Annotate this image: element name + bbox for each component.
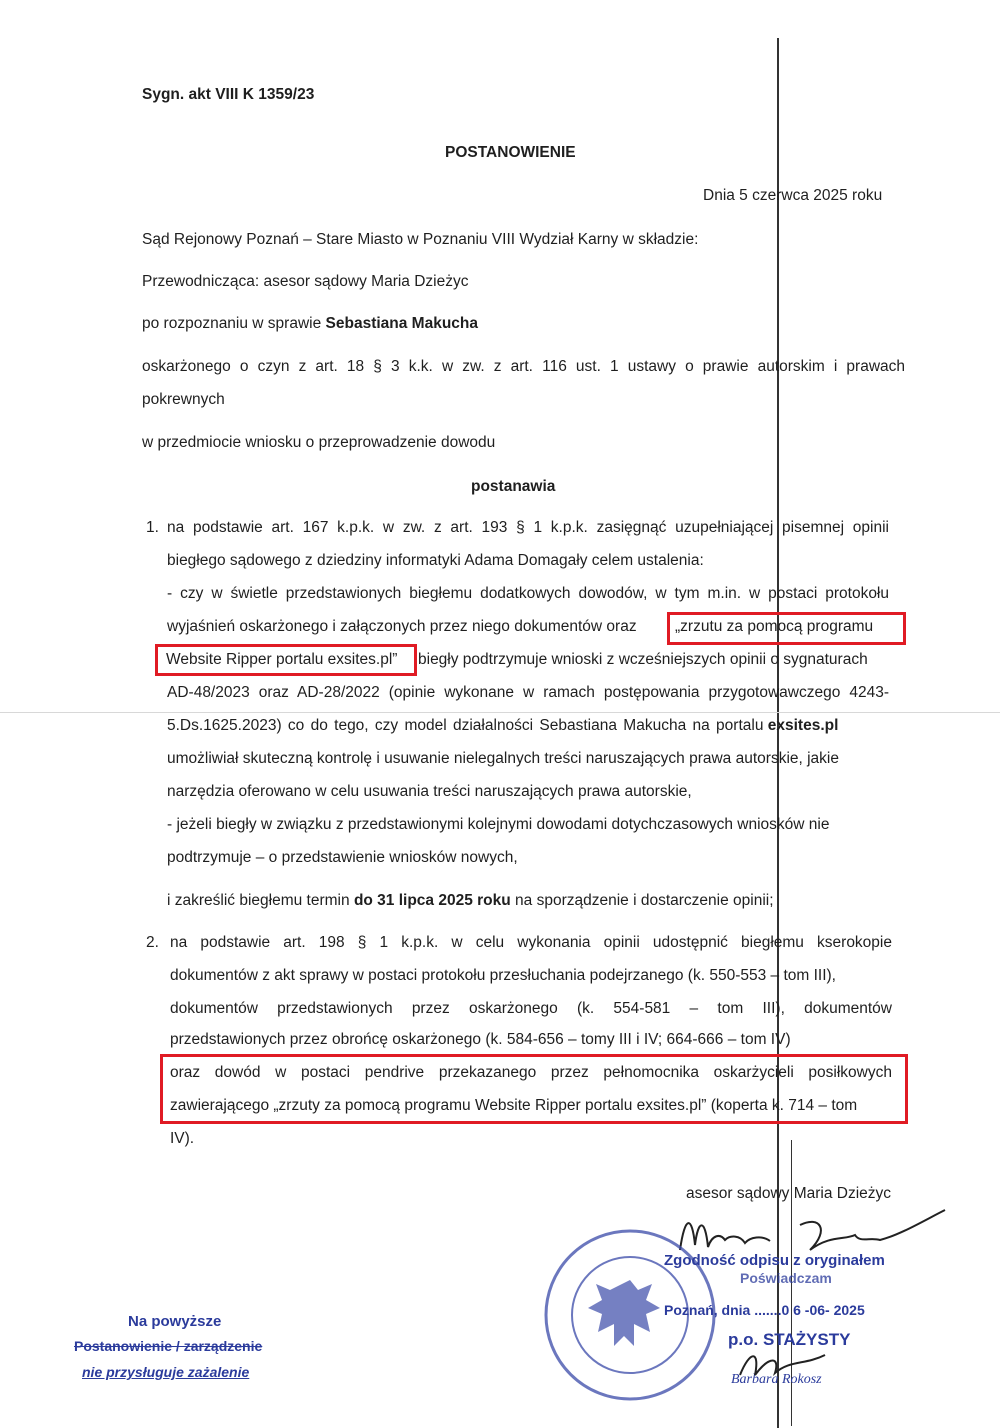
stamp-line-4: p.o. STAŻYSTY [728, 1330, 851, 1349]
point-1-line-5a: Website Ripper portalu exsites.pl” [166, 651, 398, 668]
point-2-number: 2. [146, 934, 159, 951]
deadline-prefix: i zakreślić biegłemu termin [167, 892, 354, 909]
point-1-line-7a: 5.Ds.1625.2023) co do tego, czy model działalności Sebastiana Makucha na portalu [167, 717, 764, 734]
charge-line-2: pokrewnych [142, 391, 225, 408]
document-title: POSTANOWIENIE [445, 144, 576, 161]
point-2-line-5: oraz dowód w postaci pendrive przekazanego przez pełnomocnika oskarżycieli posiłkowych [170, 1064, 892, 1081]
case-prefix: po rozpoznaniu w sprawie [142, 315, 326, 332]
appeal-stamp-line-3: nie przysługuje zażalenie [82, 1364, 250, 1380]
deadline-date: do 31 lipca 2025 roku [353, 892, 511, 909]
deadline-suffix: na sporządzenie i dostarczenie opinii; [510, 892, 774, 909]
highlight-box-zrzut [667, 612, 906, 645]
point-1-number: 1. [146, 519, 159, 536]
date-line: Dnia 5 czerwca 2025 roku [703, 187, 883, 204]
highlight-box-website-ripper [155, 644, 417, 676]
point-1-line-2: biegłego sądowego z dziedziny informatyki Adama Domagały celem ustalenia: [167, 552, 704, 569]
point-1-deadline [167, 892, 774, 910]
case-number: Sygn. akt VIII K 1359/23 [142, 86, 315, 103]
point-1-line-6: AD-48/2023 oraz AD-28/2022 (opinie wykonane w ramach postępowania przygotowawczego 4243- [167, 684, 889, 701]
highlight-box-pendrive [160, 1054, 908, 1124]
point-1-line-1: na podstawie art. 167 k.p.k. w zw. z art. 193 § 1 k.p.k. zasięgnąć uzupełniającej pisemnej opinii [167, 519, 889, 536]
presiding-judge: Przewodnicząca: asesor sądowy Maria Dzieżyc [142, 273, 469, 290]
defendant-name: Sebastiana Makucha [325, 315, 479, 332]
point-1-line-8: umożliwiał skuteczną kontrolę i usuwanie nielegalnych treści naruszających prawa autorskie, jakie [167, 750, 839, 767]
signer-name: asesor sądowy Maria Dzieżyc [686, 1185, 892, 1202]
portal-name: exsites.pl [767, 717, 839, 734]
court-composition: Sąd Rejonowy Poznań – Stare Miasto w Poznaniu VIII Wydział Karny w składzie: [142, 231, 699, 248]
point-2-line-6: zawierającego „zrzuty za pomocą programu Website Ripper portalu exsites.pl” (koperta k. 714 – tom [170, 1097, 858, 1114]
case-line [142, 315, 478, 333]
point-2-line-2: dokumentów z akt sprawy w postaci protokołu przesłuchania podejrzanego (k. 550-553 – tom III), [170, 967, 836, 984]
appeal-stamp-line-1: Na powyższe [128, 1313, 222, 1330]
stamp-line-2: Poświadczam [740, 1270, 832, 1286]
stamp-line-1: Zgodność odpisu z oryginałem [664, 1252, 885, 1269]
subject-line: w przedmiocie wniosku o przeprowadzenie dowodu [142, 434, 496, 451]
decision-heading: postanawia [471, 478, 556, 495]
point-1-line-4b: „zrzutu za pomocą programu [675, 618, 874, 635]
point-1-line-10: - jeżeli biegły w związku z przedstawionymi kolejnymi dowodami dotychczasowych wniosków nie [167, 816, 830, 833]
point-1-line-5b: biegły podtrzymuje wnioski z wcześniejszych opinii o sygnaturach [418, 651, 868, 668]
point-1-line-11: podtrzymuje – o przedstawienie wniosków nowych, [167, 849, 518, 866]
point-2-line-4: przedstawionych przez obrońcę oskarżonego (k. 584-656 – tomy III i IV; 664-666 – tom IV) [170, 1031, 791, 1048]
charge-text-1: oskarżonego o czyn z art. 18 § 3 k.k. w zw. z art. 116 ust. 1 ustawy o prawie autorskim i prawach [142, 358, 906, 375]
point-1-line-9: narzędzia oferowano w celu usuwania treści naruszających prawa autorskie, [167, 783, 692, 800]
point-1-line-3: - czy w świetle przedstawionych biegłemu dodatkowych dowodów, w tym m.in. w postaci protokołu [167, 585, 889, 602]
clerk-signature-icon [735, 1345, 835, 1385]
charge-line-1 [142, 358, 906, 376]
appeal-stamp-line-2: Postanowienie / zarządzenie [74, 1338, 263, 1354]
point-1-line-4a: wyjaśnień oskarżonego i załączonych przez niego dokumentów oraz [167, 618, 637, 635]
point-2-line-3: dokumentów przedstawionych przez oskarżonego (k. 554-581 – tom III), dokumentów [170, 1000, 892, 1017]
scan-fold-line [0, 712, 1000, 713]
point-2-line-1: na podstawie art. 198 § 1 k.p.k. w celu wykonania opinii udostępnić biegłemu kserokopie [170, 934, 892, 951]
stamp-line-5: Barbara Rokosz [731, 1372, 822, 1387]
point-1-line-7 [167, 717, 838, 735]
stamp-date-line: Poznań, dnia .......0 6 -06- 2025 [664, 1302, 865, 1318]
point-2-line-7: IV). [170, 1130, 195, 1147]
